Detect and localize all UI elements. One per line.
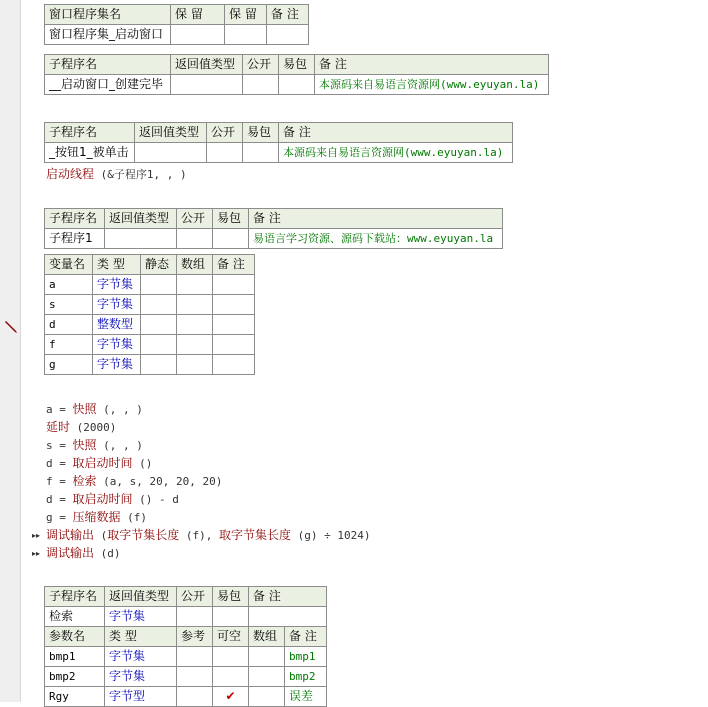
header-cell: 保 留 xyxy=(171,5,225,25)
var-type-cell[interactable]: 字节集 xyxy=(93,295,141,315)
sub-table-sub1 xyxy=(44,208,503,249)
cell[interactable] xyxy=(279,75,315,95)
cell[interactable] xyxy=(177,295,213,315)
header-cell: 类 型 xyxy=(105,627,177,647)
code-text: s = xyxy=(46,439,73,452)
cell[interactable] xyxy=(141,275,177,295)
cell[interactable] xyxy=(267,25,309,45)
cell[interactable] xyxy=(213,647,249,667)
note-cell[interactable]: 本源码来自易语言资源网(www.eyuyan.la) xyxy=(279,143,513,163)
header-cell: 易包 xyxy=(213,209,249,229)
assembly-name-cell[interactable]: 窗口程序集_启动窗口 xyxy=(45,25,171,45)
header-cell: 备 注 xyxy=(249,587,327,607)
cell[interactable] xyxy=(213,335,255,355)
header-cell: 类 型 xyxy=(93,255,141,275)
var-type-cell[interactable]: 字节集 xyxy=(93,275,141,295)
cell[interactable] xyxy=(177,335,213,355)
sub-table-created xyxy=(44,54,549,95)
cell[interactable] xyxy=(243,143,279,163)
code-line[interactable] xyxy=(46,400,143,418)
code-text: (, , ) xyxy=(96,439,143,452)
cell[interactable] xyxy=(135,143,207,163)
cell[interactable] xyxy=(141,295,177,315)
header-cell: 数组 xyxy=(177,255,213,275)
code-line[interactable] xyxy=(46,472,222,490)
code-line[interactable] xyxy=(46,490,179,508)
code-text: (f), xyxy=(179,529,220,542)
function-name: 取启动时间 xyxy=(72,492,133,506)
header-cell: 返回值类型 xyxy=(105,587,177,607)
header-cell: 返回值类型 xyxy=(171,55,243,75)
table-row[interactable] xyxy=(45,275,255,295)
header-cell: 备 注 xyxy=(213,255,255,275)
table-row[interactable] xyxy=(45,315,255,335)
note-cell[interactable]: bmp1 xyxy=(285,647,327,667)
pencil-icon xyxy=(4,320,18,337)
breakpoint-arrow-icon[interactable]: ▸▸ xyxy=(32,549,41,558)
sub-name-cell[interactable]: 检索 xyxy=(45,607,105,627)
function-name: 启动线程 xyxy=(46,167,95,181)
var-name-cell[interactable]: d xyxy=(45,315,93,335)
cell[interactable] xyxy=(141,315,177,335)
code-line-start-thread[interactable] xyxy=(46,165,187,183)
cell[interactable] xyxy=(177,647,213,667)
code-text: g = xyxy=(46,511,73,524)
header-cell: 变量名 xyxy=(45,255,93,275)
sub-name-cell[interactable]: _按钮1_被单击 xyxy=(45,143,135,163)
cell[interactable] xyxy=(249,607,327,627)
sub-name-cell[interactable]: 子程序1 xyxy=(45,229,105,249)
code-text: ( xyxy=(94,529,108,542)
header-cell: 易包 xyxy=(213,587,249,607)
cell[interactable] xyxy=(207,143,243,163)
header-cell: 备 注 xyxy=(267,5,309,25)
cell[interactable] xyxy=(177,667,213,687)
cell[interactable] xyxy=(243,75,279,95)
code-text: a = xyxy=(46,403,73,416)
cell[interactable] xyxy=(177,275,213,295)
nullable-check-icon[interactable]: ✔ xyxy=(213,687,249,707)
code-text: () xyxy=(132,457,153,470)
table-row[interactable] xyxy=(45,667,327,687)
header-cell: 公开 xyxy=(177,209,213,229)
param-name-cell[interactable]: bmp2 xyxy=(45,667,105,687)
code-text: d = xyxy=(46,493,73,506)
cell[interactable] xyxy=(177,355,213,375)
header-cell: 参数名 xyxy=(45,627,105,647)
cell[interactable] xyxy=(213,295,255,315)
return-type-cell[interactable]: 字节集 xyxy=(105,607,177,627)
sub-name-cell[interactable]: __启动窗口_创建完毕 xyxy=(45,75,171,95)
param-name-cell[interactable]: Rgy xyxy=(45,687,105,707)
header-cell: 公开 xyxy=(243,55,279,75)
code-text: (g) ÷ 1024) xyxy=(291,529,371,542)
breakpoint-arrow-icon[interactable]: ▸▸ xyxy=(32,531,41,540)
cell[interactable] xyxy=(171,25,225,45)
function-name: 压缩数据 xyxy=(72,510,121,524)
function-name: 延时 xyxy=(46,420,71,434)
function-name: 取字节集长度 xyxy=(219,528,292,542)
function-args: (&子程序1, , ) xyxy=(94,168,187,181)
note-cell[interactable]: bmp2 xyxy=(285,667,327,687)
table-row[interactable] xyxy=(45,295,255,315)
code-text: (, , ) xyxy=(96,403,143,416)
code-line[interactable] xyxy=(46,454,152,472)
param-type-cell[interactable]: 字节集 xyxy=(105,667,177,687)
header-cell: 易包 xyxy=(243,123,279,143)
cell[interactable] xyxy=(177,229,213,249)
cell[interactable] xyxy=(213,607,249,627)
code-text: (f) xyxy=(120,511,148,524)
code-line[interactable] xyxy=(46,436,143,454)
function-name: 取字节集长度 xyxy=(107,528,180,542)
var-name-cell[interactable]: f xyxy=(45,335,93,355)
header-cell: 子程序名 xyxy=(45,587,105,607)
sub-table-button-click xyxy=(44,122,513,163)
note-cell[interactable]: 误差 xyxy=(285,687,327,707)
cell[interactable] xyxy=(177,607,213,627)
code-text: d = xyxy=(46,457,73,470)
header-cell: 子程序名 xyxy=(45,55,171,75)
cell[interactable] xyxy=(213,355,255,375)
param-type-cell[interactable]: 字节集 xyxy=(105,647,177,667)
table-row[interactable] xyxy=(45,335,255,355)
var-name-cell[interactable]: a xyxy=(45,275,93,295)
header-cell: 可空 xyxy=(213,627,249,647)
header-cell: 返回值类型 xyxy=(135,123,207,143)
header-cell: 保 留 xyxy=(225,5,267,25)
cell[interactable] xyxy=(141,355,177,375)
cell[interactable] xyxy=(213,275,255,295)
code-line-debug-output[interactable] xyxy=(46,544,121,562)
code-text: (2000) xyxy=(70,421,117,434)
table-row[interactable] xyxy=(45,355,255,375)
cell[interactable] xyxy=(105,229,177,249)
cell[interactable] xyxy=(213,315,255,335)
param-name-cell[interactable]: bmp1 xyxy=(45,647,105,667)
note-cell[interactable]: 易语言学习资源、源码下载站：www.eyuyan.la xyxy=(249,229,503,249)
param-type-cell[interactable]: 字节型 xyxy=(105,687,177,707)
header-cell: 子程序名 xyxy=(45,123,135,143)
code-text: (d) xyxy=(94,547,121,560)
header-cell: 备 注 xyxy=(315,55,549,75)
header-cell: 数组 xyxy=(249,627,285,647)
window-assembly-table xyxy=(44,4,309,45)
header-cell: 参考 xyxy=(177,627,213,647)
function-name: 快照 xyxy=(72,402,97,416)
cell[interactable] xyxy=(249,667,285,687)
function-name: 检索 xyxy=(72,474,97,488)
editor-gutter xyxy=(0,0,21,702)
code-line-debug-output[interactable] xyxy=(46,526,371,544)
var-name-cell[interactable]: g xyxy=(45,355,93,375)
cell[interactable] xyxy=(249,647,285,667)
cell[interactable] xyxy=(171,75,243,95)
header-cell: 公开 xyxy=(207,123,243,143)
table-row[interactable] xyxy=(45,687,327,707)
note-cell[interactable]: 本源码来自易语言资源网(www.eyuyan.la) xyxy=(315,75,549,95)
header-cell: 静态 xyxy=(141,255,177,275)
code-line[interactable] xyxy=(46,418,116,436)
cell[interactable] xyxy=(249,687,285,707)
header-cell: 备 注 xyxy=(279,123,513,143)
function-name: 取启动时间 xyxy=(72,456,133,470)
table-row[interactable] xyxy=(45,647,327,667)
function-name: 调试输出 xyxy=(46,528,95,542)
code-text: f = xyxy=(46,475,73,488)
header-cell: 返回值类型 xyxy=(105,209,177,229)
variable-table xyxy=(44,254,255,375)
code-line[interactable] xyxy=(46,508,147,526)
cell[interactable] xyxy=(213,229,249,249)
header-cell: 备 注 xyxy=(249,209,503,229)
cell[interactable] xyxy=(225,25,267,45)
header-cell: 公开 xyxy=(177,587,213,607)
function-name: 快照 xyxy=(72,438,97,452)
cell[interactable] xyxy=(141,335,177,355)
cell[interactable] xyxy=(177,315,213,335)
cell[interactable] xyxy=(213,667,249,687)
header-cell: 子程序名 xyxy=(45,209,105,229)
cell[interactable] xyxy=(177,687,213,707)
sub-table-search xyxy=(44,586,327,707)
var-type-cell[interactable]: 字节集 xyxy=(93,355,141,375)
function-name: 调试输出 xyxy=(46,546,95,560)
header-cell: 备 注 xyxy=(285,627,327,647)
var-type-cell[interactable]: 字节集 xyxy=(93,335,141,355)
header-cell: 易包 xyxy=(279,55,315,75)
code-text: () - d xyxy=(132,493,179,506)
code-text: (a, s, 20, 20, 20) xyxy=(96,475,223,488)
var-type-cell[interactable]: 整数型 xyxy=(93,315,141,335)
var-name-cell[interactable]: s xyxy=(45,295,93,315)
header-cell: 窗口程序集名 xyxy=(45,5,171,25)
